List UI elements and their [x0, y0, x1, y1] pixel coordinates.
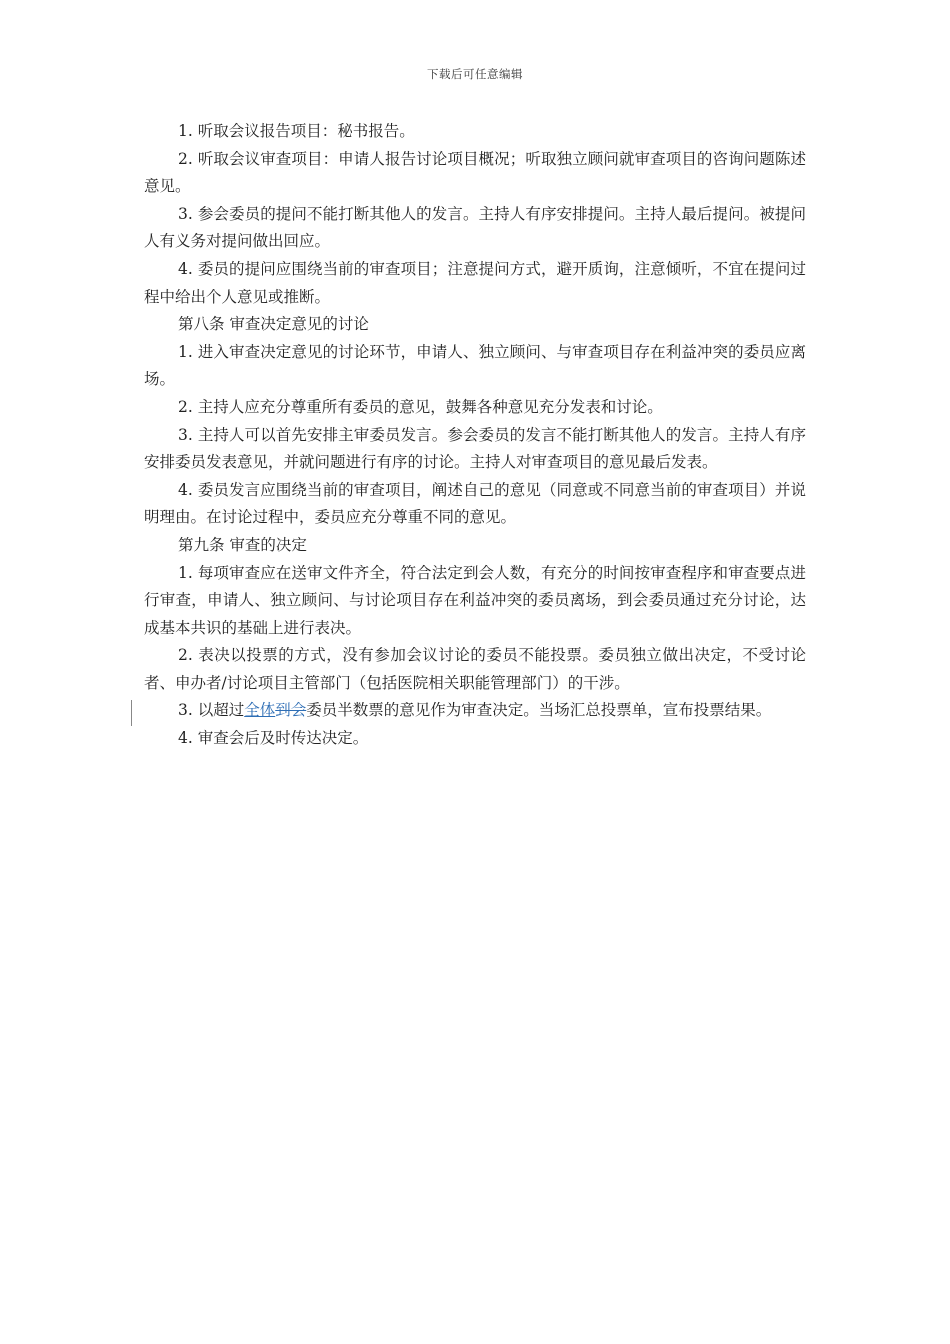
- paragraph-3: 3. 参会委员的提问不能打断其他人的发言。主持人有序安排提问。主持人最后提问。被提问人有义务对提问做出回应。: [144, 204, 806, 251]
- paragraph-10: 2. 表决以投票的方式，没有参加会议讨论的委员不能投票。委员独立做出决定，不受讨论者、申办者/讨论项目主管部门（包括医院相关职能管理部门）的干涉。: [144, 646, 806, 692]
- deleted-text: 到会: [275, 701, 307, 720]
- paragraph-revised: [144, 697, 806, 725]
- paragraph-8: 4. 委员发言应围绕当前的审查项目，阐述自己的意见（同意或不同意当前的审查项目）并说明理由。在讨论过程中，委员应充分尊重不同的意见。: [144, 480, 806, 527]
- revision-change-bar: [131, 700, 132, 726]
- page-header: 下载后可任意编辑: [427, 67, 523, 81]
- paragraph-4: 4. 委员的提问应围绕当前的审查项目；注意提问方式，避开质询，注意倾听，不宜在提问过程中给出个人意见或推断。: [144, 259, 806, 306]
- paragraph-5: 1. 进入审查决定意见的讨论环节，申请人、独立顾问、与审查项目存在利益冲突的委员应离场。: [144, 342, 806, 389]
- paragraph-9: 1. 每项审查应在送审文件齐全，符合法定到会人数，有充分的时间按审查程序和审查要点进行审查，申请人、独立顾问、与讨论项目存在利益冲突的委员离场，到会委员通过充分讨论，达成基本共识的基础上进行表决。: [144, 563, 806, 637]
- revised-text-after: 委员半数票的意见作为审查决定。当场汇总投票单，宣布投票结果。: [306, 701, 772, 720]
- paragraph-6: 2. 主持人应充分尊重所有委员的意见，鼓舞各种意见充分发表和讨论。: [178, 397, 663, 416]
- section-heading-article-9: 第九条 审查的决定: [178, 535, 307, 554]
- paragraph-last: 4. 审查会后及时传达决定。: [178, 729, 369, 748]
- inserted-text: 全体: [244, 701, 276, 720]
- document-body: [144, 118, 806, 753]
- section-heading-article-8: 第八条 审查决定意见的讨论: [178, 315, 369, 334]
- paragraph-7: 3. 主持人可以首先安排主审委员发言。参会委员的发言不能打断其他人的发言。主持人有序安排委员发表意见，并就问题进行有序的讨论。主持人对审查项目的意见最后发表。: [144, 425, 806, 472]
- paragraph-1: 1. 听取会议报告项目：秘书报告。: [178, 122, 415, 140]
- revised-text-before: 3. 以超过: [178, 701, 245, 720]
- paragraph-2: 2. 听取会议审查项目：申请人报告讨论项目概况；听取独立顾问就审查项目的咨询问题陈述意见。: [144, 149, 806, 196]
